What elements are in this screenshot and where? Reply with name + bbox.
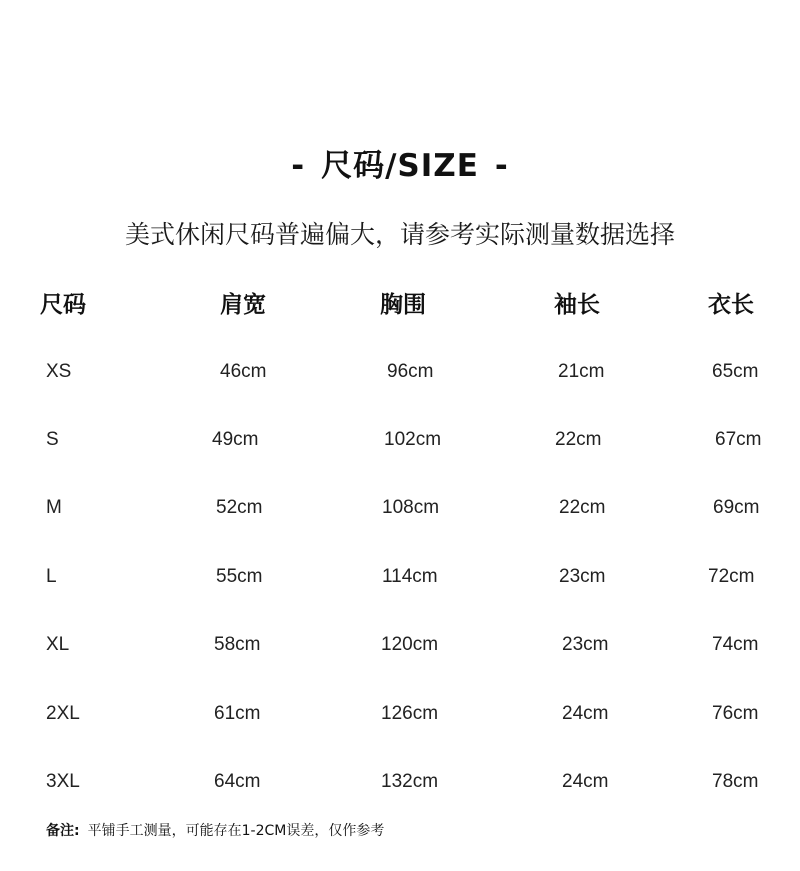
- table-cell-sleeve: 24cm: [562, 771, 609, 792]
- table-cell-size: L: [46, 566, 57, 587]
- table-cell-chest: 120cm: [381, 634, 439, 655]
- table-cell-length: 65cm: [712, 361, 759, 382]
- title-text: 尺码/SIZE: [321, 148, 479, 184]
- table-cell-chest: 126cm: [381, 703, 439, 724]
- table-cell-size: S: [46, 429, 59, 450]
- table-cell-size: XL: [46, 634, 70, 655]
- table-cell-size: 2XL: [46, 703, 80, 724]
- table-cell-sleeve: 24cm: [562, 703, 609, 724]
- table-cell-shoulder: 61cm: [214, 703, 261, 724]
- table-cell-shoulder: 64cm: [214, 771, 261, 792]
- table-cell-shoulder: 55cm: [216, 566, 263, 587]
- table-cell-length: 78cm: [712, 771, 759, 792]
- measurement-note: [46, 820, 384, 840]
- table-cell-shoulder: 49cm: [212, 429, 259, 450]
- table-cell-chest: 102cm: [384, 429, 442, 450]
- table-cell-sleeve: 23cm: [559, 566, 606, 587]
- table-cell-chest: 114cm: [382, 566, 438, 587]
- table-cell-chest: 132cm: [381, 771, 439, 792]
- header-size: 尺码: [40, 292, 86, 318]
- table-cell-size: 3XL: [46, 771, 80, 792]
- table-cell-length: 69cm: [713, 497, 760, 518]
- table-cell-size: XS: [46, 361, 72, 382]
- table-cell-shoulder: 58cm: [214, 634, 261, 655]
- table-cell-chest: 108cm: [382, 497, 440, 518]
- page-subtitle: 美式休闲尺码普遍偏大，请参考实际测量数据选择: [124, 220, 675, 249]
- table-cell-sleeve: 23cm: [562, 634, 609, 655]
- table-cell-size: M: [46, 497, 62, 518]
- table-cell-shoulder: 52cm: [216, 497, 263, 518]
- title-dash-right: -: [494, 148, 509, 184]
- table-cell-length: 67cm: [715, 429, 762, 450]
- header-length: 衣长: [708, 292, 754, 318]
- header-chest: 胸围: [380, 292, 426, 318]
- title-dash-left: -: [291, 148, 306, 184]
- note-label: 备注:: [46, 823, 80, 839]
- table-cell-shoulder: 46cm: [220, 361, 267, 382]
- header-shoulder: 肩宽: [220, 292, 266, 318]
- table-cell-sleeve: 21cm: [558, 361, 605, 382]
- table-cell-length: 72cm: [708, 566, 755, 587]
- table-cell-chest: 96cm: [387, 361, 434, 382]
- table-cell-length: 74cm: [712, 634, 759, 655]
- header-sleeve: 袖长: [554, 292, 600, 318]
- table-cell-sleeve: 22cm: [559, 497, 606, 518]
- note-text: 平铺手工测量，可能存在1-2CM误差，仅作参考: [87, 823, 385, 839]
- table-cell-sleeve: 22cm: [555, 429, 602, 450]
- page-title: [0, 140, 800, 185]
- table-cell-length: 76cm: [712, 703, 759, 724]
